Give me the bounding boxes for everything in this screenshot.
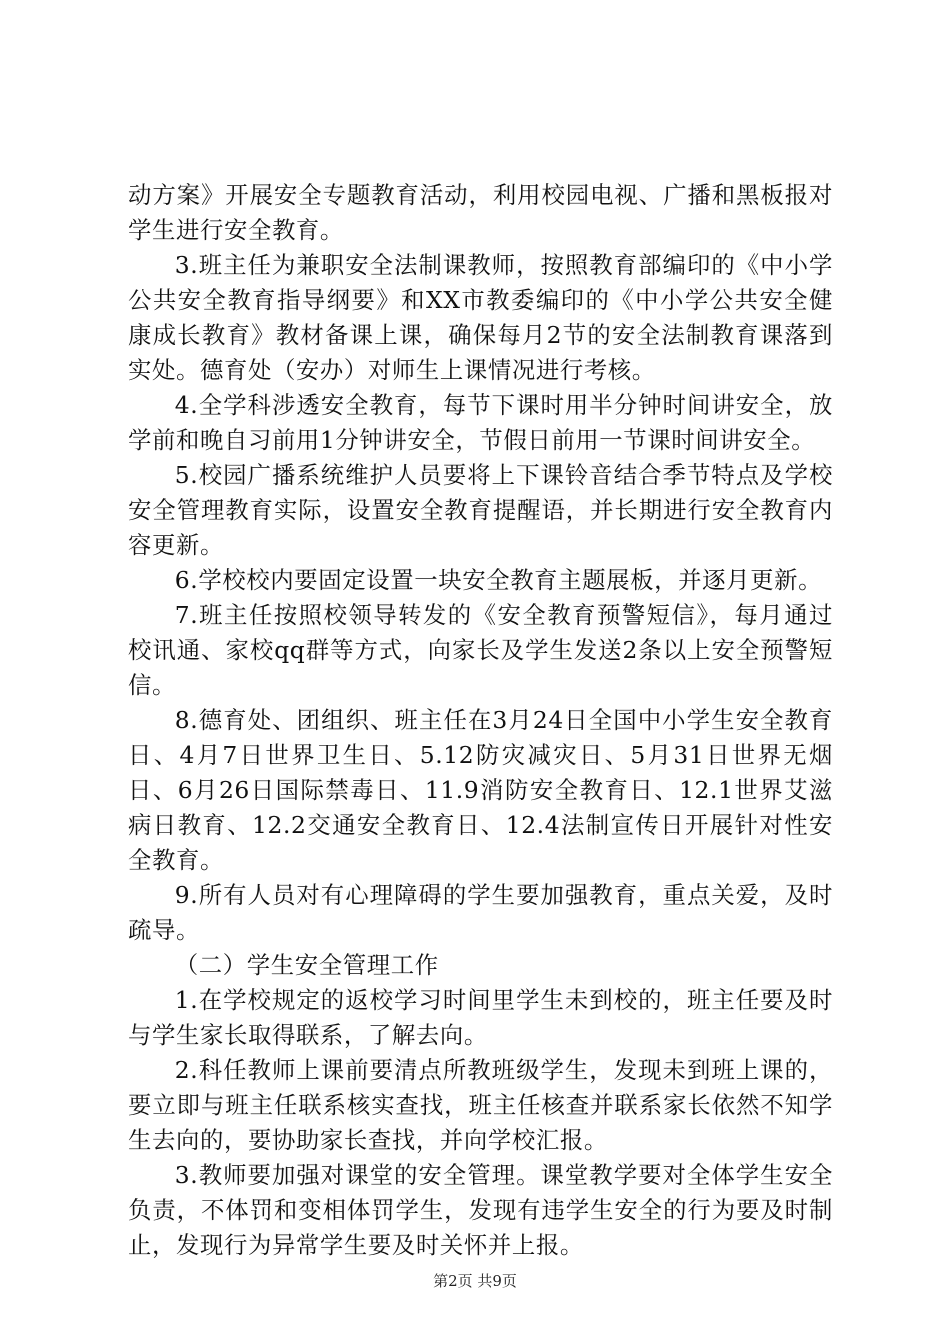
section-heading: （二）学生安全管理工作 bbox=[174, 951, 439, 979]
page-number-footer: 第2页 共9页 bbox=[433, 1272, 517, 1290]
paragraph-management-2: 2.科任教师上课前要清点所教班级学生，发现未到班上课的，要立即与班主任联系核实查找，班主任核查并联系家长依然不知学生去向的，要协助家长查找，并向学校汇报。 bbox=[128, 1056, 833, 1154]
paragraph-item-3: 3.班主任为兼职安全法制课教师，按照教育部编印的《中小学公共安全教育指导纲要》和XX市教委编印的《中小学公共安全健康成长教育》教材备课上课，确保每月2节的安全法制教育课落到实处。德育处（安办）对师生上课情况进行考核。 bbox=[128, 251, 833, 384]
paragraph-item-5: 5.校园广播系统维护人员要将上下课铃音结合季节特点及学校安全管理教育实际，设置安全教育提醒语，并长期进行安全教育内容更新。 bbox=[128, 461, 833, 559]
paragraph-item-7: 7.班主任按照校领导转发的《安全教育预警短信》，每月通过校讯通、家校qq群等方式，向家长及学生发送2条以上安全预警短信。 bbox=[128, 601, 833, 699]
paragraph-continuation: 动方案》开展安全专题教育活动，利用校园电视、广播和黑板报对学生进行安全教育。 bbox=[128, 181, 833, 244]
paragraph-item-4: 4.全学科涉透安全教育，每节下课时用半分钟时间讲安全，放学前和晚自习前用1分钟讲安全，节假日前用一节课时间讲安全。 bbox=[128, 391, 833, 454]
paragraph-item-6: 6.学校校内要固定设置一块安全教育主题展板，并逐月更新。 bbox=[174, 566, 823, 594]
paragraph-item-8: 8.德育处、团组织、班主任在3月24日全国中小学生安全教育日、4月7日世界卫生日、5.12防灾减灾日、5月31日世界无烟日、6月26日国际禁毒日、11.9消防安全教育日、12.1世界艾滋病日教育、12.2交通安全教育日、12.4法制宣传日开展针对性安全教育。 bbox=[128, 706, 833, 874]
paragraph-management-1: 1.在学校规定的返校学习时间里学生未到校的，班主任要及时与学生家长取得联系，了解去向。 bbox=[128, 986, 833, 1049]
paragraph-item-9: 9.所有人员对有心理障碍的学生要加强教育，重点关爱，及时疏导。 bbox=[128, 881, 833, 944]
document-body bbox=[128, 178, 833, 1263]
paragraph-management-3: 3.教师要加强对课堂的安全管理。课堂教学要对全体学生安全负责，不体罚和变相体罚学生，发现有违学生安全的行为要及时制止，发现行为异常学生要及时关怀并上报。 bbox=[128, 1161, 833, 1259]
